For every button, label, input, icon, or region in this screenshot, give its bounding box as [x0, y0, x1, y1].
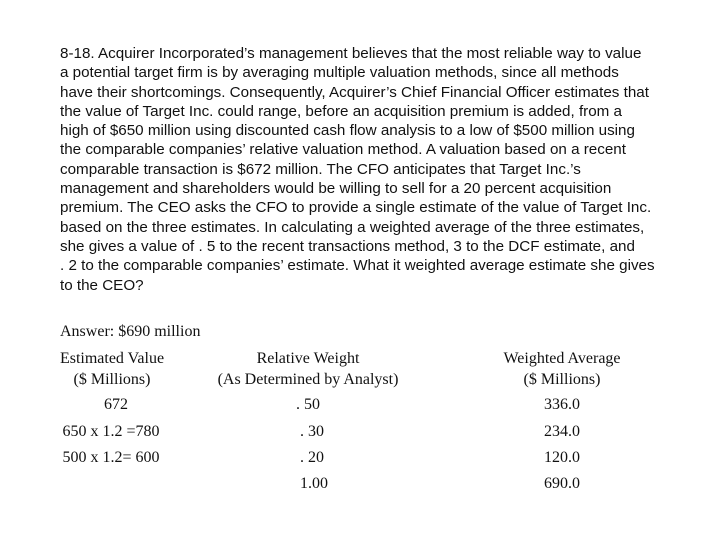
problem-line: the value of Target Inc. could range, before an acquisition premium is added, from a [60, 102, 622, 120]
row2-estimated-value: 650 x 1.2 =780 [62, 423, 160, 440]
problem-line: the comparable companies’ relative valuation method. A valuation based on a recent [60, 141, 626, 159]
problem-line: comparable transaction is $672 million. The CFO anticipates that Target Inc.’s [60, 160, 581, 178]
problem-line: she gives a value of . 5 to the recent transactions method, 3 to the DCF estimate, and [60, 237, 635, 255]
header-estimated-value: Estimated Value ($ Millions) [59, 350, 165, 388]
total-relative-weight: 1.00 [300, 475, 328, 492]
answer-value: $690 million [118, 323, 201, 340]
row1-relative-weight: . 50 [296, 396, 320, 413]
row3-estimated-value: 500 x 1.2= 600 [62, 449, 160, 466]
row2-relative-weight: . 30 [300, 423, 324, 440]
answer-label: Answer: [60, 323, 115, 340]
row1-weighted-average: 336.0 [544, 396, 580, 413]
problem-line: to the CEO? [60, 276, 144, 294]
row3-weighted-average: 120.0 [544, 449, 580, 466]
header-relative-weight: Relative Weight (As Determined by Analyst) [217, 350, 399, 388]
problem-line: have their shortcomings. Consequently, Acquirer’s Chief Financial Officer estimates that [60, 83, 649, 101]
problem-line: . 2 to the comparable companies’ estimate. What it weighted average estimate she gives [60, 257, 655, 275]
problem-line: a potential target firm is by averaging multiple valuation methods, since all methods [60, 64, 619, 82]
problem-line: management and shareholders would be willing to sell for a 20 percent acquisition [60, 180, 612, 198]
header-weighted-average: Weighted Average ($ Millions) [503, 350, 621, 388]
row2-weighted-average: 234.0 [544, 423, 580, 440]
problem-line: premium. The CEO asks the CFO to provide a single estimate of the value of Target Inc. [60, 199, 652, 217]
problem-line: high of $650 million using discounted cash flow analysis to a low of $500 million using [60, 122, 635, 140]
total-weighted-average: 690.0 [544, 475, 580, 492]
problem-line: 8-18. Acquirer Incorporated’s management believes that the most reliable way to value [60, 45, 642, 62]
row1-estimated-value: 672 [104, 396, 128, 413]
row3-relative-weight: . 20 [300, 449, 324, 466]
problem-line: based on the three estimates. In calculating a weighted average of the three estimates, [60, 218, 645, 236]
